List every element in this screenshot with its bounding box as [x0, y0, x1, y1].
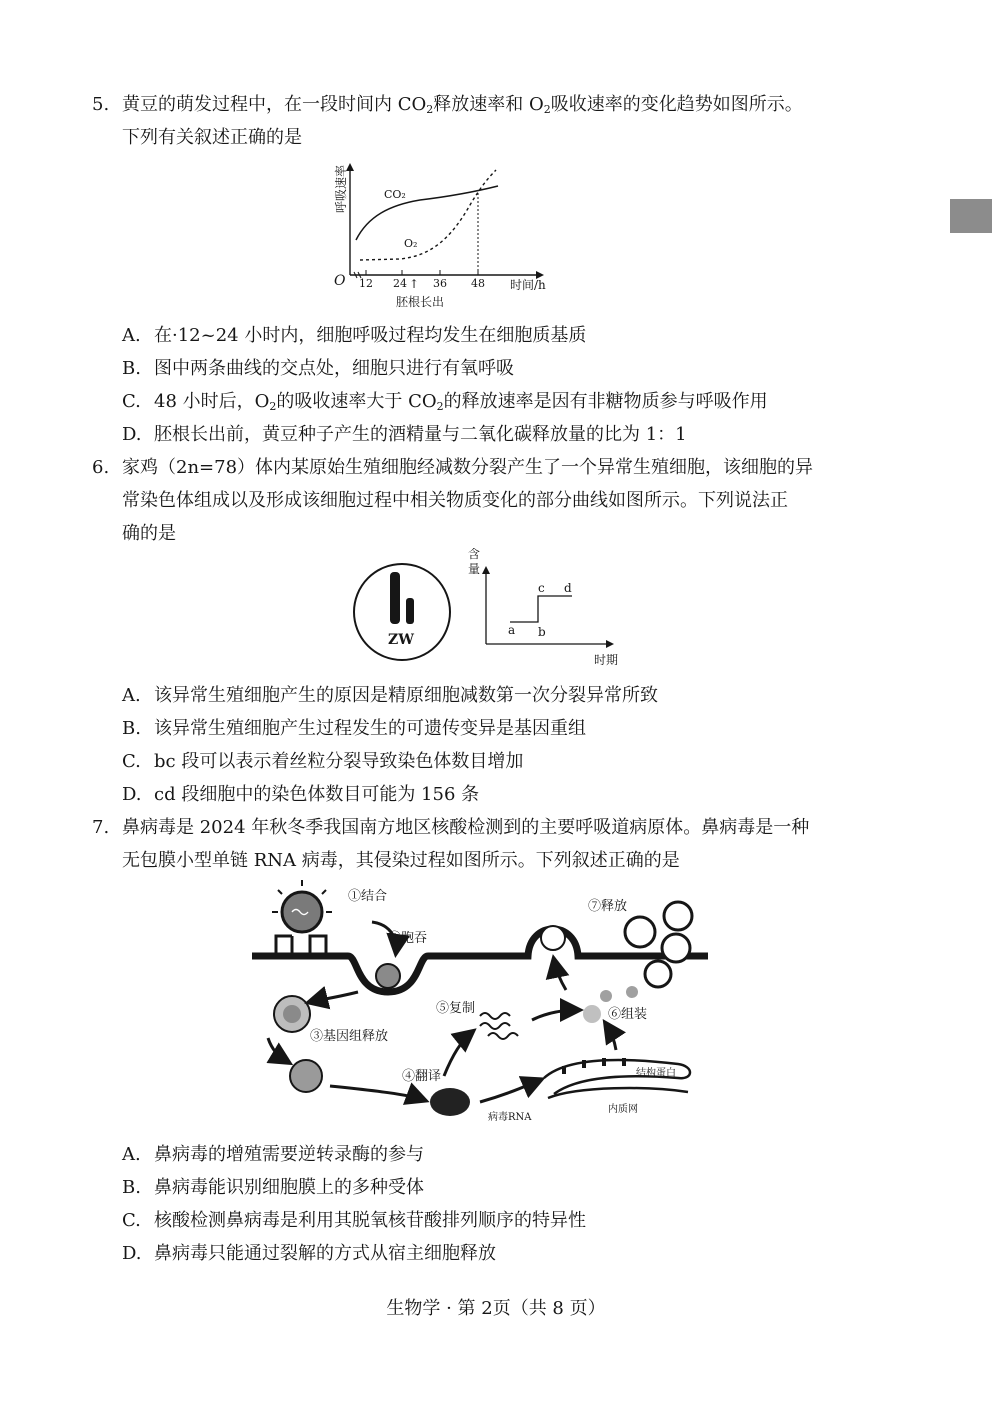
q7-step3: ③基因组释放	[310, 1029, 389, 1044]
q6-ylabel-1: 含	[468, 548, 481, 561]
q7-label-protein: 结构蛋白	[636, 1068, 676, 1079]
q7-arrow-genome-release	[268, 1038, 288, 1062]
q7-label-rna: 病毒RNA	[488, 1112, 532, 1123]
q6-point-d: d	[564, 581, 572, 595]
q7-arrow-to-budding	[554, 960, 566, 990]
q5-o2-label: O₂	[404, 237, 418, 250]
q5-option-c[interactable]: C. 48 小时后，$O_2$的吸收速率大于 $CO_2$的释放速率是因有非糖物质参与呼吸作用	[122, 391, 768, 413]
q7-virus-endocytosed	[376, 964, 400, 988]
q6-chromosome-z	[390, 572, 400, 624]
q7-label-er: 内质网	[608, 1104, 638, 1115]
q7-released-virus-2	[664, 902, 692, 930]
q6-option-d[interactable]: D. cd 段细胞中的染色体数目可能为 156 条	[122, 784, 480, 805]
q7-capsid-part-2	[626, 986, 638, 998]
page-footer: 生物学 · 第 2页（共 8 页）	[386, 1298, 606, 1319]
q6-x-arrow	[606, 640, 614, 648]
q6-y-arrow	[482, 566, 490, 574]
q5-origin: O	[334, 273, 346, 289]
q7-step4: ④翻译	[402, 1069, 442, 1084]
q7-assembling-virion	[583, 1005, 601, 1023]
q7-virus-attaching	[282, 892, 322, 932]
q7-capsid-part-1	[600, 990, 612, 1002]
q7-arrow-to-endosome	[310, 992, 358, 1002]
q5-xtick-label-24: 24	[393, 277, 407, 290]
q6-stem-line3: 确的是	[122, 523, 176, 544]
q7-option-a[interactable]: A. 鼻病毒的增殖需要逆转录酶的参与	[122, 1144, 424, 1165]
q5-stem-line1: 黄豆的萌发过程中，在一段时间内 $CO_2$释放速率和 $O_2$吸收速率的变化趋势如图所示。	[122, 94, 803, 116]
q6-point-b: b	[538, 625, 546, 639]
q6-stem-line2: 常染色体组成以及形成该细胞过程中相关物质变化的部分曲线如图所示。下列说法正	[122, 490, 788, 511]
q7-arrow-to-er	[480, 1080, 540, 1102]
q5-option-d[interactable]: D. 胚根长出前，黄豆种子产生的酒精量与二氧化碳释放量的比为 1：1	[122, 424, 687, 445]
q7-arrow-to-assembly	[532, 1010, 578, 1020]
q7-ribosome	[430, 1088, 470, 1116]
q7-uncoating-vesicle	[290, 1060, 322, 1092]
q7-number: 7.	[92, 817, 110, 838]
q5-stem-line2: 下列有关叙述正确的是	[122, 127, 302, 148]
q6-stem-line1: 家鸡（2n=78）体内某原始生殖细胞经减数分裂产生了一个异常生殖细胞，该细胞的异	[122, 457, 814, 478]
q7-step1: ①结合	[348, 889, 388, 904]
q7-released-virus-4	[645, 961, 671, 987]
q5-xtick-label-48: 48	[471, 277, 485, 290]
q7-stem-line2: 无包膜小型单链 RNA 病毒，其侵染过程如图所示。下列叙述正确的是	[122, 850, 680, 871]
q7-step2: ②胞吞	[388, 931, 428, 946]
q5-co2-label: CO₂	[384, 188, 406, 201]
page-edge-tab	[950, 199, 992, 233]
q7-endosome-virus	[283, 1005, 301, 1023]
q6-point-a: a	[508, 623, 516, 637]
q5-annotation: 胚根长出	[396, 295, 445, 309]
q7-arrow-translation	[330, 1086, 424, 1100]
q5-xlabel: 时间/h	[510, 278, 546, 292]
q5-option-b[interactable]: B. 图中两条曲线的交点处，细胞只进行有氧呼吸	[122, 358, 514, 379]
q7-option-c[interactable]: C. 核酸检测鼻病毒是利用其脱氧核苷酸排列顺序的特异性	[122, 1210, 586, 1231]
q6-figure	[350, 548, 630, 672]
q5-respiration-chart	[320, 160, 560, 310]
q6-option-b[interactable]: B. 该异常生殖细胞产生过程发生的可遗传变异是基因重组	[122, 718, 586, 739]
q7-rna-copies	[480, 1013, 518, 1039]
q7-released-virus-1	[625, 917, 655, 947]
q5-xtick-label-36: 36	[433, 277, 447, 290]
q5-annotation-arrow: ↑	[409, 277, 420, 291]
q7-virus-budding	[541, 926, 565, 950]
q5-xtick-label-12: 12	[359, 277, 373, 290]
q5-ylabel: 呼吸速率	[334, 164, 348, 213]
q7-step5: ⑤复制	[436, 1001, 476, 1016]
q7-option-b[interactable]: B. 鼻病毒能识别细胞膜上的多种受体	[122, 1177, 424, 1198]
q6-option-a[interactable]: A. 该异常生殖细胞产生的原因是精原细胞减数第一次分裂异常所致	[122, 685, 658, 706]
q7-option-d[interactable]: D. 鼻病毒只能通过裂解的方式从宿主细胞释放	[122, 1243, 496, 1264]
q6-step-curve	[510, 596, 572, 622]
q6-option-c[interactable]: C. bc 段可以表示着丝粒分裂导致染色体数目增加	[122, 751, 524, 772]
q7-released-virus-3	[662, 934, 690, 962]
q5-o2-curve	[360, 170, 496, 260]
q7-stem-line1: 鼻病毒是 2024 年秋冬季我国南方地区核酸检测到的主要呼吸道病原体。鼻病毒是一种	[122, 817, 810, 838]
q5-option-a[interactable]: A. 在·12~24 小时内，细胞呼吸过程均发生在细胞质基质	[122, 325, 587, 346]
q7-arrow-protein-up	[606, 1024, 616, 1050]
q6-cell-label: ZW	[388, 632, 414, 648]
q7-arrow-replication	[444, 1032, 472, 1076]
q6-xlabel: 时期	[594, 653, 619, 667]
q7-step7: ⑦释放	[588, 899, 628, 914]
q7-infection-diagram	[248, 880, 718, 1130]
q6-ylabel-2: 量	[468, 562, 481, 576]
q5-number: 5.	[92, 94, 110, 115]
q6-point-c: c	[538, 581, 545, 595]
q6-number: 6.	[92, 457, 110, 478]
q6-chromosome-w	[406, 598, 414, 624]
q7-step6: ⑥组装	[608, 1007, 648, 1022]
